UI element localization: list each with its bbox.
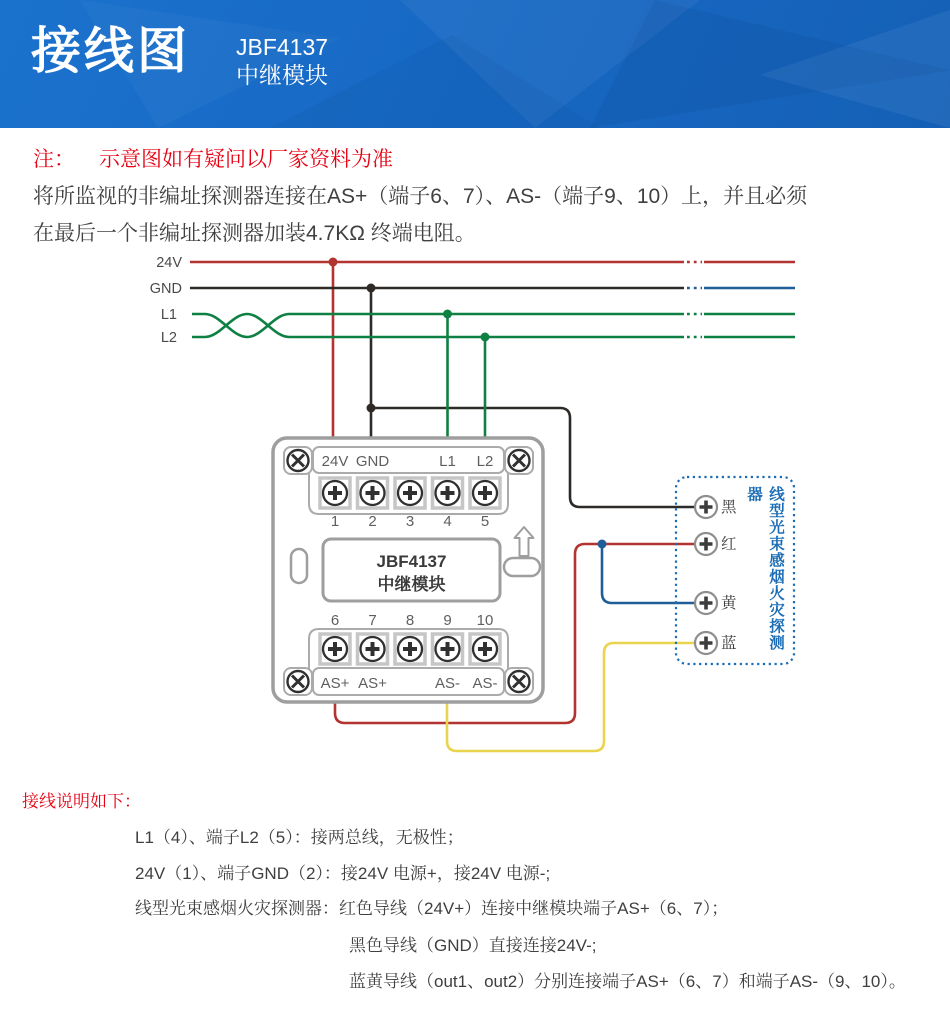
fixing-screw-icon — [509, 671, 530, 692]
header-pattern — [760, 10, 950, 128]
module-slot — [291, 549, 307, 583]
terminal-number: 4 — [443, 513, 452, 530]
wire-bus-lines — [192, 314, 795, 449]
terminal-number: 7 — [368, 612, 377, 629]
relay-module — [273, 438, 543, 702]
instruction-line: 24V（1）、端子GND（2）：接24V 电源+，接24V 电源-; — [135, 864, 551, 883]
page-title: 接线图 — [31, 23, 190, 79]
wiring-diagram — [0, 245, 950, 780]
detector-terminal-label: 蓝 — [721, 635, 737, 652]
bus-label-l2: L2 — [160, 330, 177, 346]
terminal-number: 8 — [405, 612, 415, 629]
warning-note — [33, 143, 393, 173]
detector-screw-icon — [695, 533, 717, 555]
detector-terminal-label: 黑 — [721, 499, 737, 516]
module-bottom-label: AS+ — [358, 675, 387, 692]
detector-terminal-label: 黄 — [721, 595, 737, 612]
terminal-number: 6 — [330, 612, 340, 629]
module-top-label: L1 — [439, 453, 456, 470]
detector-screw-icon — [695, 592, 717, 614]
module-top-label: L2 — [476, 453, 494, 470]
terminal-screw-icon — [358, 478, 388, 508]
detector-screw-icon — [695, 632, 717, 654]
fixing-screw-icon — [288, 450, 309, 471]
terminal-screw-icon — [320, 634, 350, 664]
terminal-screw-icon — [395, 634, 425, 664]
terminal-number: 1 — [330, 513, 340, 530]
note-label: 注： — [33, 148, 75, 171]
fixing-screw-icon — [509, 450, 530, 471]
model-name: 中继模块 — [236, 62, 328, 88]
module-top-label: GND — [355, 453, 390, 470]
module-slot — [504, 558, 540, 576]
terminal-number: 9 — [443, 612, 452, 629]
description-line: 在最后一个非编址探测器加装4.7KΩ 终端电阻。 — [33, 221, 476, 245]
terminal-number: 3 — [405, 513, 415, 530]
wire-24v-junction — [329, 258, 338, 267]
detector-screw-icon — [695, 496, 717, 518]
bus-label-24v: 24V — [156, 255, 182, 271]
instruction-line: 黑色导线（GND）直接连接24V-; — [349, 936, 597, 955]
terminal-number: 10 — [476, 612, 494, 629]
model-number: JBF4137 — [236, 34, 329, 60]
note-text: 示意图如有疑问以厂家资料为准 — [99, 148, 393, 171]
module-top-label: 24V — [321, 453, 349, 470]
terminal-screw-icon — [395, 478, 425, 508]
instruction-line: 蓝黄导线（out1、out2）分别连接端子AS+（6、7）和端子AS-（9、10）。 — [349, 972, 906, 991]
module-bottom-label: AS+ — [320, 675, 350, 692]
module-bottom-label: AS- — [472, 675, 498, 692]
wire-blue-junction — [598, 540, 607, 549]
module-bottom-label: AS- — [434, 675, 461, 692]
description-paragraph — [33, 179, 933, 252]
instructions-heading: 接线说明如下： — [22, 792, 141, 811]
terminal-screw-icon — [433, 634, 463, 664]
header-subtitle — [236, 33, 328, 89]
terminal-screw-icon — [470, 634, 500, 664]
bus-label-gnd: GND — [149, 281, 182, 297]
header-banner — [0, 0, 950, 128]
bus-label-l1: L1 — [160, 307, 177, 323]
module-model: JBF4137 — [376, 552, 447, 571]
instruction-line: 线型光束感烟火灾探测器：红色导线（24V+）连接中继模块端子AS+（6、7）； — [135, 899, 729, 918]
terminal-number: 2 — [368, 513, 377, 530]
terminal-screw-icon — [470, 478, 500, 508]
detector-terminal-label: 红 — [721, 536, 737, 553]
description-line: 将所监视的非编址探测器连接在AS+（端子6、7）、AS-（端子9、10）上，并且必须 — [33, 185, 808, 208]
terminal-screw-icon — [358, 634, 388, 664]
terminal-number: 5 — [480, 513, 490, 530]
terminal-screw-icon — [433, 478, 463, 508]
module-name: 中继模块 — [377, 575, 446, 594]
detector-name: 线型光束感烟火灾探测器 — [745, 486, 784, 651]
fixing-screw-icon — [288, 671, 309, 692]
terminal-screw-icon — [320, 478, 350, 508]
instruction-line: L1（4）、端子L2（5）：接两总线，无极性； — [135, 828, 464, 847]
